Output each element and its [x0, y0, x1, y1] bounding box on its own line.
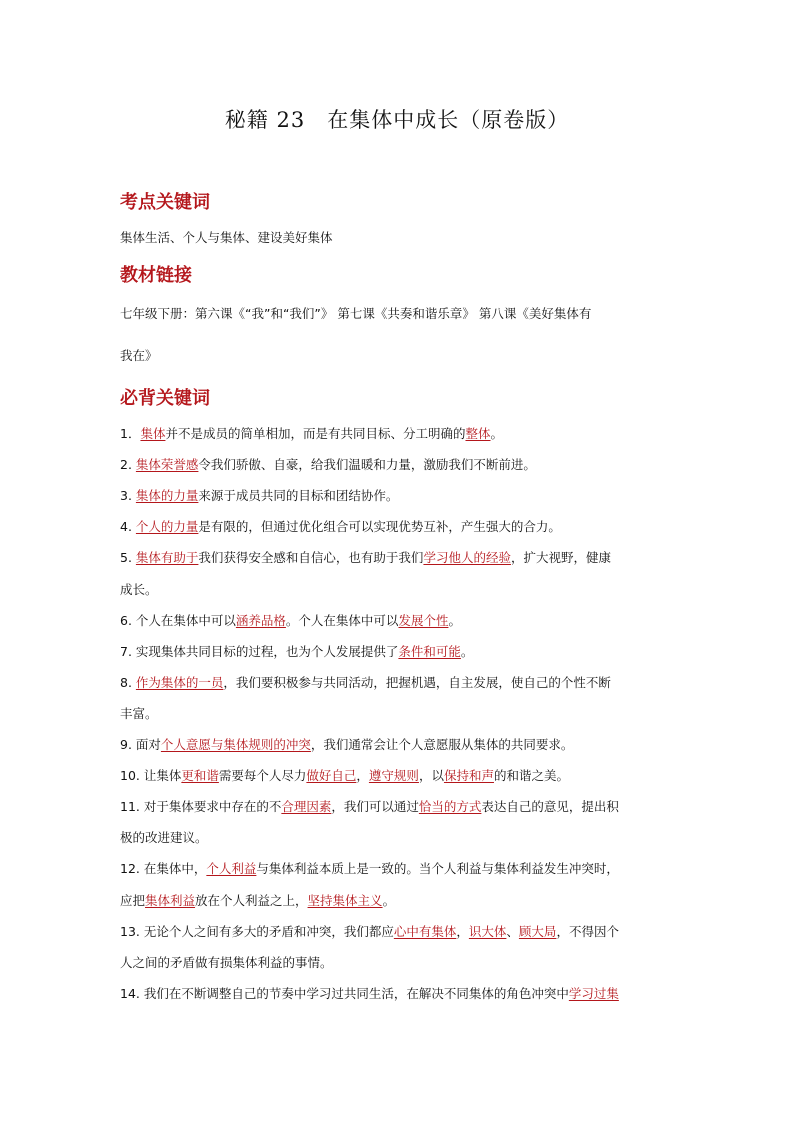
underlined-keyword: 遵守规则	[368, 768, 419, 784]
line-text: 3.	[120, 488, 136, 504]
keyword-line	[120, 667, 680, 698]
line-text: 1．	[120, 426, 141, 441]
line-text: ，扩大视野，健康	[510, 550, 611, 566]
line-text: 2.	[120, 457, 136, 473]
line-text: 来源于成员共同的目标和团结协作。	[198, 488, 399, 504]
line-text: 人之间的矛盾做有损集体利益的事情。	[120, 954, 333, 970]
line-text: 5.	[120, 550, 136, 566]
line-text: 11. 对于集体要求中存在的不	[120, 799, 282, 815]
must-heading: 必背关键词	[120, 388, 210, 409]
textbook-line-2: 我在》	[120, 348, 158, 363]
keyword-line	[120, 542, 680, 573]
underlined-keyword: 个人的力量	[135, 519, 199, 535]
keyword-line	[120, 480, 680, 511]
keyword-line	[120, 947, 680, 978]
line-text: ，	[356, 768, 369, 784]
line-text: 的和谐之美。	[493, 768, 569, 784]
underlined-keyword: 学习过集	[568, 985, 619, 1001]
underlined-keyword: 发展个性	[398, 612, 449, 628]
line-text: 并不是成员的简单相加，而是有共同目标、分工明确的	[165, 426, 466, 441]
underlined-keyword: 集体的力量	[135, 488, 199, 504]
line-text: 成长。	[120, 581, 158, 597]
underlined-keyword: 作为集体的一员	[135, 674, 224, 690]
underlined-keyword: 集体有助于	[135, 550, 199, 566]
keyword-line	[120, 978, 680, 1009]
keyword-line	[120, 853, 680, 884]
underlined-keyword: 个人利益	[206, 861, 257, 877]
line-text: 丰富。	[120, 705, 158, 721]
line-text: 12. 在集体中，	[120, 861, 207, 877]
line-text: 。	[460, 643, 474, 659]
line-text: ，	[456, 923, 469, 939]
underlined-keyword: 集体	[140, 426, 166, 441]
keyword-line	[120, 574, 680, 605]
line-text: ，以	[418, 768, 444, 784]
line-text: 13. 无论个人之间有多大的矛盾和冲突，我们都应	[120, 923, 394, 939]
underlined-keyword: 集体荣誉感	[135, 457, 199, 473]
keyword-line	[120, 605, 680, 636]
line-text: 9. 面对	[120, 737, 161, 752]
line-text: 6. 个人在集体中可以	[120, 612, 236, 628]
page-title: 秘籍 23 在集体中成长（原卷版）	[224, 108, 570, 132]
keywords-heading: 考点关键词	[120, 192, 210, 213]
line-text: ，我们可以通过	[331, 799, 419, 815]
line-text: 与集体利益本质上是一致的。当个人利益与集体利益发生冲突时，	[256, 861, 619, 877]
line-text: 放在个人利益之上，	[195, 892, 308, 908]
underlined-keyword: 合理因素	[281, 799, 332, 815]
underlined-keyword: 更和谐	[181, 768, 219, 784]
line-text: 7. 实现集体共同目标的过程，也为个人发展提供了	[120, 643, 399, 659]
line-text: 10. 让集体	[120, 768, 182, 784]
line-text: 14. 我们在不断调整自己的节奏中学习过共同生活，在解决不同集体的角色冲突中	[120, 985, 569, 1001]
textbook-line-1: 七年级下册：第六课《“我”和“我们”》 第七课《共奏和谐乐章》 第八课《美好集体有	[120, 306, 592, 321]
line-text: 极的改进建议。	[120, 830, 208, 846]
keyword-line	[120, 698, 680, 729]
keyword-line	[120, 791, 680, 822]
line-text: 需要每个人尽力	[218, 768, 307, 784]
line-text: 。个人在集体中可以	[285, 612, 399, 628]
keyword-line	[120, 885, 680, 916]
keywords-text: 集体生活、个人与集体、建设美好集体	[120, 230, 333, 245]
underlined-keyword: 心中有集体	[393, 923, 457, 939]
line-text: ，我们通常会让个人意愿服从集体的共同要求。	[310, 737, 574, 752]
keyword-line	[120, 916, 680, 947]
keyword-line	[120, 822, 680, 853]
keyword-line	[120, 449, 680, 480]
line-text: ，不得因个	[556, 923, 619, 939]
line-text: 应把	[120, 892, 146, 908]
underlined-keyword: 涵养品格	[235, 612, 286, 628]
underlined-keyword: 坚持集体主义	[307, 892, 383, 908]
underlined-keyword: 顾大局	[518, 923, 557, 939]
underlined-keyword: 集体利益	[145, 892, 196, 908]
line-text: 令我们骄傲、自豪，给我们温暖和力量，激励我们不断前进。	[198, 457, 536, 473]
underlined-keyword: 整体	[465, 426, 491, 441]
line-text: ，我们要积极参与共同活动，把握机遇，自主发展，使自己的个性不断	[223, 674, 611, 690]
line-text: 。	[382, 892, 396, 908]
line-text: 。	[448, 612, 461, 628]
line-text: 我们获得安全感和自信心，也有助于我们	[198, 550, 424, 566]
underlined-keyword: 恰当的方式	[418, 799, 482, 815]
line-text: 4.	[120, 519, 136, 535]
underlined-keyword: 学习他人的经验	[423, 550, 511, 566]
underlined-keyword: 做好自己	[306, 768, 357, 784]
keyword-line	[120, 760, 680, 791]
underlined-keyword: 个人意愿与集体规则的冲突	[160, 737, 311, 752]
keyword-line	[120, 511, 680, 542]
underlined-keyword: 条件和可能	[398, 643, 461, 659]
textbook-heading: 教材链接	[120, 265, 192, 286]
line-text: 。	[490, 426, 504, 441]
line-text: 、	[506, 923, 519, 939]
line-text: 表达自己的意见，提出积	[481, 799, 619, 815]
underlined-keyword: 识大体	[468, 923, 507, 939]
keyword-line	[120, 636, 680, 667]
line-text: 8.	[120, 674, 136, 690]
line-text: 是有限的，但通过优化组合可以实现优势互补，产生强大的合力。	[198, 519, 561, 535]
keyword-line	[120, 418, 680, 449]
underlined-keyword: 保持和声	[443, 768, 494, 784]
keyword-line	[120, 729, 680, 760]
